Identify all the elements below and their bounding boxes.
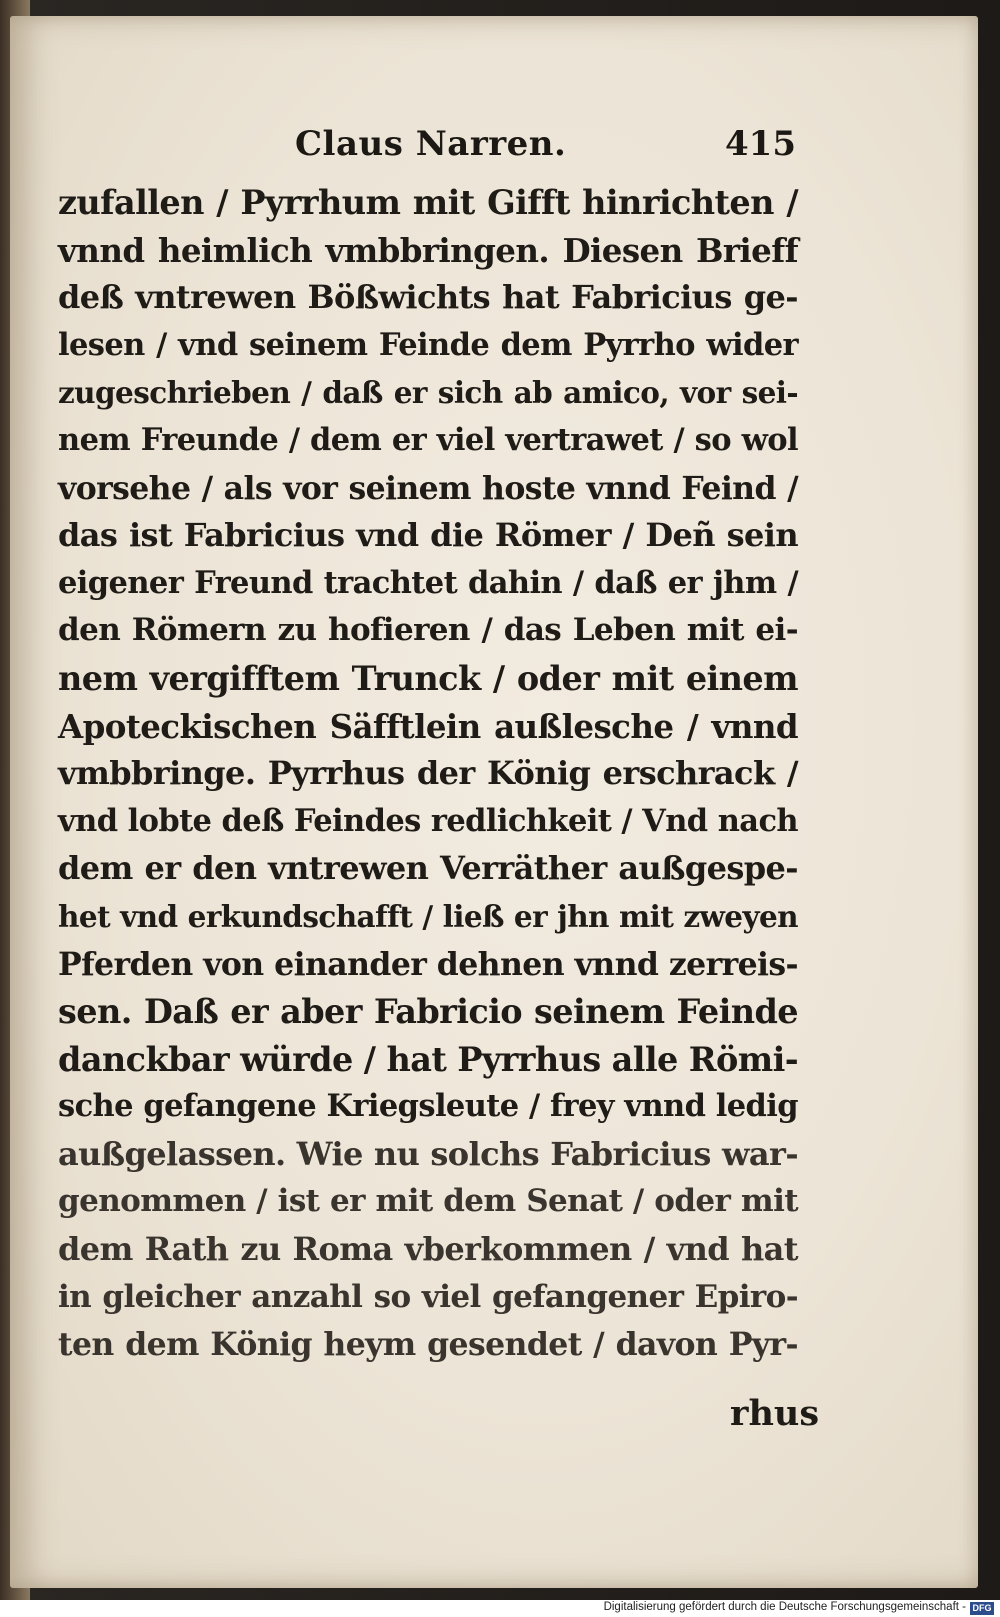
text-line: dem Rath zu Roma vberkommen / vnd hat xyxy=(58,1230,798,1269)
text-line: ten dem König heym gesendet / davon Pyr- xyxy=(58,1326,798,1364)
body-text xyxy=(58,179,798,1369)
text-line: eigener Freund trachtet dahin / daß er jhm / xyxy=(58,564,798,601)
text-line: zufallen / Pyrrhum mit Gifft hinrichten / xyxy=(58,183,798,222)
text-line: vmbbringe. Pyrrhus der König erschrack / xyxy=(58,754,798,793)
text-line: Apoteckischen Säfftlein außlesche / vnnd xyxy=(58,706,798,746)
text-line: deß vntrewen Bößwichts hat Fabricius ge- xyxy=(58,278,798,317)
text-line: das ist Fabricius vnd die Römer / Deñ sein xyxy=(58,516,798,555)
text-line: vnd lobte deß Feindes redlichkeit / Vnd nach xyxy=(58,802,798,839)
text-line: sen. Daß er aber Fabricio seinem Feinde xyxy=(58,992,798,1032)
running-head: Claus Narren. xyxy=(295,124,567,164)
text-line: den Römern zu hofieren / das Leben mit ei- xyxy=(58,612,798,649)
text-line: genommen / ist er mit dem Senat / oder mit xyxy=(58,1183,798,1220)
text-line: nem vergifftem Trunck / oder mit einem xyxy=(58,658,798,698)
text-line: vorsehe / als vor seinem hoste vnnd Feind / xyxy=(58,469,798,507)
dfg-logo: DFG xyxy=(970,1602,994,1615)
text-line: in gleicher anzahl so viel gefangener Epiro- xyxy=(58,1278,798,1315)
text-line: außgelassen. Wie nu solchs Fabricius war- xyxy=(58,1134,798,1173)
text-line: dem er den vntrewen Verräther außgespe- xyxy=(58,849,798,888)
page-header xyxy=(10,116,978,166)
text-line: zugeschrieben / daß er sich ab amico, vor sei- xyxy=(58,375,798,411)
text-line: vnnd heimlich vmbbringen. Diesen Brieff xyxy=(58,230,798,270)
text-line: sche gefangene Kriegsleute / frey vnnd ledig xyxy=(58,1088,798,1125)
page-number: 415 xyxy=(725,124,796,164)
footer-credit: Digitalisierung gefördert durch die Deutsche Forschungsgemeinschaft - xyxy=(603,1601,966,1613)
text-line: nem Freunde / dem er viel vertrawet / so wol xyxy=(58,421,798,458)
text-line: danckbar würde / hat Pyrrhus alle Römi- xyxy=(58,1039,799,1079)
text-line: lesen / vnd seinem Feinde dem Pyrrho wider xyxy=(58,326,798,363)
text-line: Pferden von einander dehnen vnnd zerreis- xyxy=(58,945,798,983)
catchword: rhus xyxy=(730,1393,820,1434)
book-page xyxy=(10,16,978,1588)
text-line: het vnd erkundschafft / ließ er jhn mit zweyen xyxy=(58,898,798,934)
